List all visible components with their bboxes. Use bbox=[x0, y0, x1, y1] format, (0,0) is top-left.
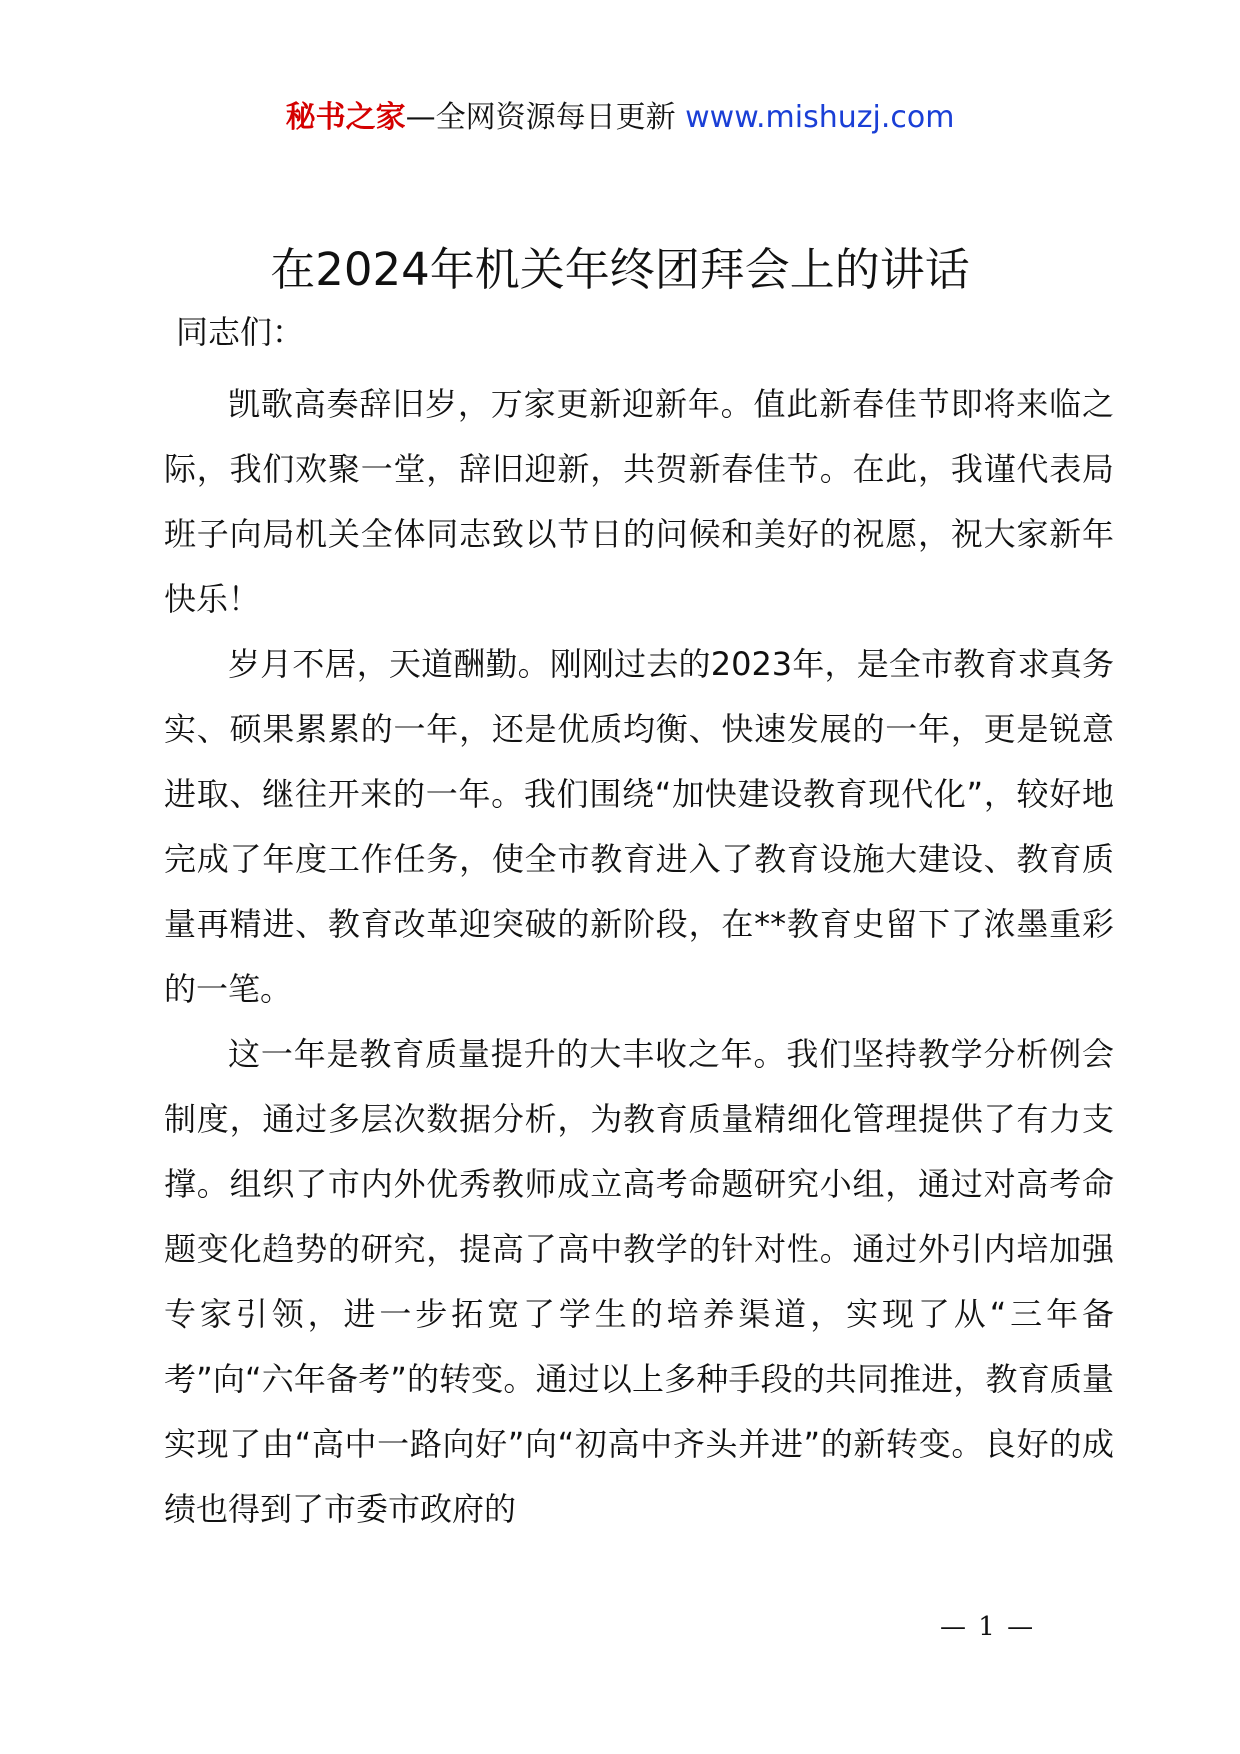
site-tagline: —全网资源每日更新 bbox=[405, 100, 676, 135]
paragraph-1: 凯歌高奏辞旧岁，万家更新迎新年。值此新春佳节即将来临之际，我们欢聚一堂，辞旧迎新，共贺新春佳节。在此，我谨代表局班子向局机关全体同志致以节日的问候和美好的祝愿，祝大家新年快乐！ bbox=[164, 385, 1114, 618]
site-name: 秘书之家 bbox=[285, 100, 406, 135]
site-url-link[interactable]: www.mishuzj.com bbox=[685, 100, 955, 135]
site-header bbox=[0, 98, 1240, 138]
paragraph-2: 岁月不居，天道酬勤。刚刚过去的2023年，是全市教育求真务实、硕果累累的一年，还是优质均衡、快速发展的一年，更是锐意进取、继往开来的一年。我们围绕“加快建设教育现代化”，较好地完成了年度工作任务，使全市教育进入了教育设施大建设、教育质量再精进、教育改革迎突破的新阶段，在**教育史留下了浓墨重彩的一笔。 bbox=[164, 645, 1114, 1008]
salutation: 同志们： bbox=[176, 313, 305, 351]
paragraph-3: 这一年是教育质量提升的大丰收之年。我们坚持教学分析例会制度，通过多层次数据分析，为教育质量精细化管理提供了有力支撑。组织了市内外优秀教师成立高考命题研究小组，通过对高考命题变化趋势的研究，提高了高中教学的针对性。通过外引内培加强专家引领，进一步拓宽了学生的培养渠道，实现了从“三年备考”向“六年备考”的转变。通过以上多种手段的共同推进，教育质量实现了由“高中一路向好”向“初高中齐头并进”的新转变。良好的成绩也得到了市委市政府的 bbox=[164, 1035, 1114, 1528]
document-title: 在2024年机关年终团拜会上的讲话 bbox=[270, 243, 970, 296]
document-body bbox=[164, 372, 1114, 1542]
page-number: — 1 — bbox=[940, 1612, 1036, 1642]
